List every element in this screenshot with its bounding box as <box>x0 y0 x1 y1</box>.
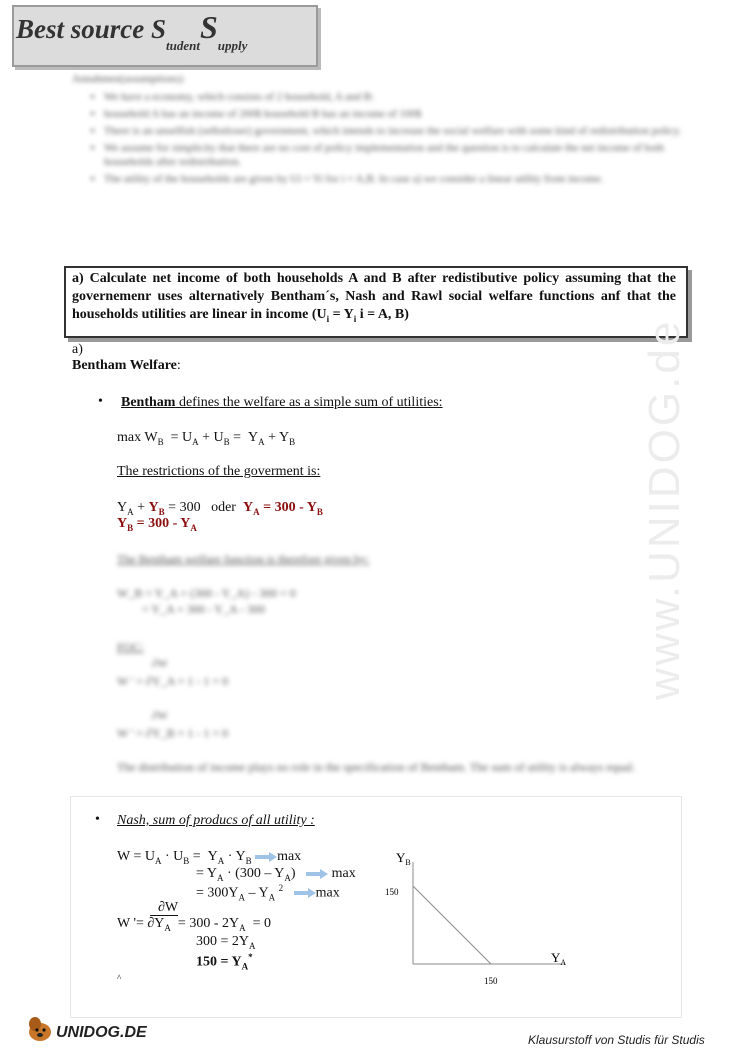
x-tick-label: 150 <box>484 976 498 986</box>
bullet-dot: • <box>98 394 103 409</box>
caret-mark: ^ <box>117 973 122 983</box>
eq-part: 300 = 2Y <box>196 934 250 949</box>
sub: B <box>183 855 190 866</box>
arrow-icon <box>255 852 277 862</box>
blur-heading: The Bentham welfare function is therefore given by: <box>117 552 370 566</box>
task-text <box>72 270 676 328</box>
task-sub2: i <box>353 313 357 324</box>
bentham-heading-text: Bentham Welfare <box>72 358 177 373</box>
eq-part: = 300Y <box>196 885 239 901</box>
task-sub: i <box>326 313 330 324</box>
sub: A <box>217 855 225 866</box>
nash-eq2: = $Y_A \cdot (300 - Y_A)$ max <box>196 866 356 883</box>
foc-label: FOC: <box>117 640 144 654</box>
assumption-item: • There is an unselfish (selbstloser) government, which intends to increase the social welfare with some kind of redistribution policy. <box>104 124 684 138</box>
blur-partial1: ∂W <box>152 658 168 670</box>
sub: A <box>154 855 162 866</box>
nash-eq5 <box>196 934 256 951</box>
restriction-eq2: $Y_B = 300 - Y_A$ <box>117 516 197 533</box>
sub: A <box>192 436 199 447</box>
footer-tagline: Klausurstoff von Studis für Studis <box>528 1033 705 1047</box>
logo-part-d: upply <box>217 38 248 53</box>
nash-bullet: Nash, sum of producs of all utility : <box>117 813 315 828</box>
header-logo <box>16 9 248 53</box>
sub: B <box>157 436 164 447</box>
assumptions-section <box>72 72 684 189</box>
sub: B <box>245 855 252 866</box>
eq-part: – Y <box>245 885 269 901</box>
x-axis-label: $Y_A$ <box>551 950 567 967</box>
nash-eq1: $W = U_A \cdot U_B = Y_A \cdot Y_B$ max <box>117 849 302 866</box>
logo-part-c: S <box>200 9 218 45</box>
watermark: www.UNIDOG.de <box>640 318 689 700</box>
eq-part: 150 = Y <box>196 954 242 970</box>
sub: A <box>164 922 171 933</box>
sub: B <box>127 522 134 533</box>
sub: A <box>127 506 134 517</box>
eq-max: max W <box>117 430 158 445</box>
restriction-eq1: $Y_A + Y_B = 300$ oder $Y_A = 300 - Y_B$ <box>117 500 323 517</box>
sub: A <box>190 522 197 533</box>
nash-deriv: W '= $\partial Y_A = 300 - 2Y_A = 0$ <box>117 916 271 933</box>
y-axis-label: $Y_B$ <box>396 850 411 867</box>
sub: A <box>217 872 224 883</box>
bentham-max-eq: $\max W_B = U_A + U_B = Y_A + Y_B$ <box>117 430 296 447</box>
nash-partial: ∂W <box>158 900 179 915</box>
eq-part: = U <box>133 849 155 864</box>
sub: A <box>284 872 291 883</box>
sub: B <box>316 506 323 517</box>
task-end: i = A, B) <box>356 307 409 322</box>
bentham-heading-colon: : <box>176 358 181 373</box>
sub: B <box>289 436 296 447</box>
task-main: a) Calculate net income of both households A and B after redistibutive policy assuming that the governemenr uses alternatively Bentham´s, Nash and Rawl social welfare functions anf that the households utilities are linear in income (U <box>72 271 676 322</box>
blur-partial2: ∂W <box>152 710 168 722</box>
arrow-icon <box>306 869 328 879</box>
assumption-item: • The utility of the households are given by Ui = Yi for i = A,B. In case a) we consider a linear utility from income. <box>104 172 684 186</box>
assumptions-title: Annahmen(assumptions): <box>72 73 186 85</box>
sub: A <box>249 940 256 951</box>
max-word: max <box>315 885 340 901</box>
bentham-bullet-name: Bentham <box>121 395 176 410</box>
assumption-item: • household A has an income of 200$ household B has an income of 100$ <box>104 107 684 121</box>
eq-part: = 0 <box>252 916 271 931</box>
max-word: max <box>331 866 356 881</box>
nash-eq3: = $300Y_A - Y_A$ $^2$ max <box>196 883 340 903</box>
blur-line1: W_B = Y_A + (300 - Y_A) - 300 = 0 <box>117 586 296 600</box>
blur-d2: W ' = ∂Y_B = 1 - 1 = 0 <box>117 726 229 740</box>
eq-300-minus: = 300 - Y <box>263 500 317 515</box>
blur-d1: W ' = ∂Y_A = 1 - 1 = 0 <box>117 674 229 688</box>
dog-logo-icon <box>24 1014 54 1044</box>
logo-part-a: Best source S <box>16 14 167 44</box>
nash-graph <box>380 846 580 994</box>
assumption-item: • We assume for simplicity that there are no cost of policy implementation and the question is to calculate the net income of both households after redistribution. <box>104 141 684 169</box>
footer-logo-text: UNIDOG.DE <box>56 1024 147 1041</box>
assumption-item: • We have a economy, which consists of 2 household, A and B: <box>104 90 684 104</box>
sub: B <box>158 506 165 517</box>
y-tick-label: 150 <box>385 887 399 897</box>
task-eq: = Y <box>329 307 354 322</box>
restriction-heading: The restrictions of the goverment is: <box>117 464 321 479</box>
max-word: max <box>277 849 302 864</box>
eq-part: · (300 – Y <box>223 866 285 881</box>
blur-line2: = Y_A + 300 - Y_A - 300 <box>142 602 265 616</box>
arrow-icon <box>294 888 316 898</box>
eq-part: = Y <box>196 866 217 881</box>
sub: B <box>223 436 230 447</box>
eq-300-minus: = 300 - Y <box>136 516 191 531</box>
sub: A <box>268 892 276 903</box>
bentham-heading <box>72 358 181 374</box>
bullet-dot-nash: • <box>95 812 100 827</box>
sub: A <box>238 892 246 903</box>
sub: A <box>253 506 260 517</box>
oder-word: oder <box>211 500 236 515</box>
sub: A <box>241 961 249 972</box>
logo-part-b: tudent <box>166 38 200 53</box>
assumptions-list <box>72 90 684 186</box>
bentham-bullet <box>121 395 443 411</box>
nash-eq6: $150 = Y_A^*$ <box>196 952 253 972</box>
bentham-bullet-rest: defines the welfare as a simple sum of utilities: <box>175 395 443 410</box>
sub: A <box>258 436 265 447</box>
blur-para: The distribution of income plays no role in the specification of Bentham. The sum of utility is always equal. <box>117 760 636 774</box>
eq-part: = 300 - 2Y <box>177 916 240 931</box>
eq-300: = 300 <box>168 500 201 515</box>
budget-line <box>413 886 491 964</box>
sub: A <box>239 922 246 933</box>
part-a-label: a) <box>72 342 83 357</box>
